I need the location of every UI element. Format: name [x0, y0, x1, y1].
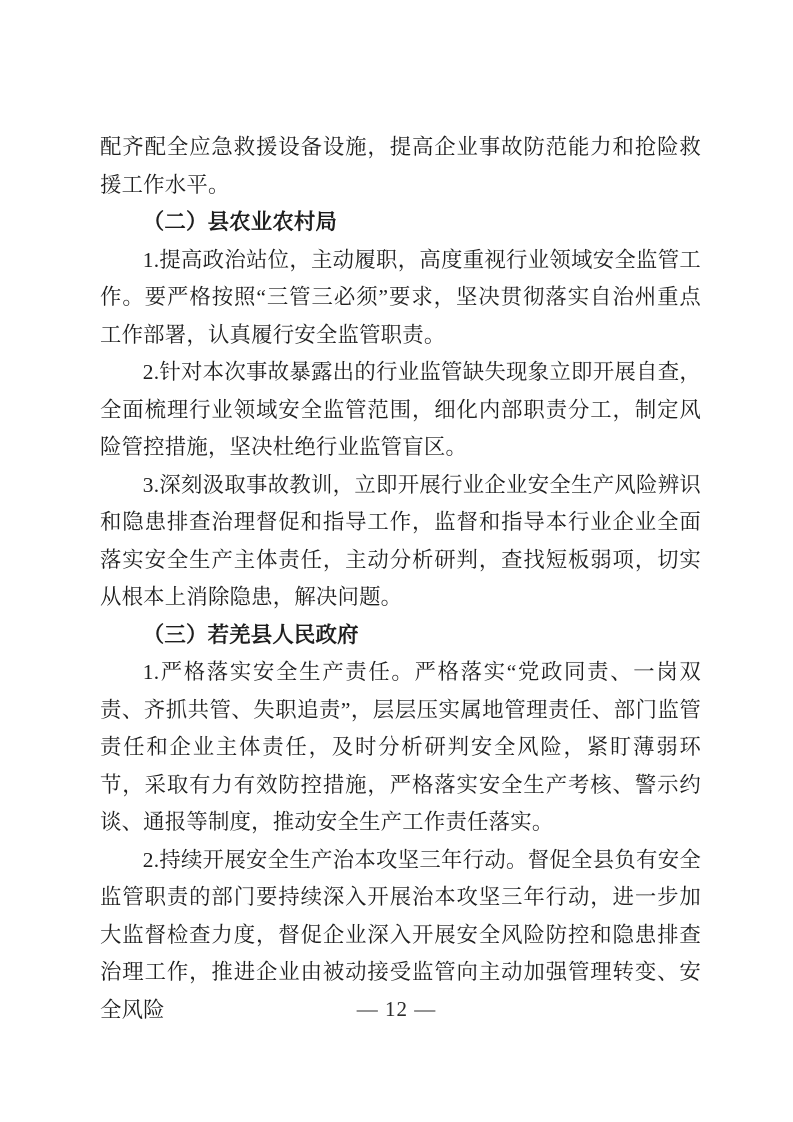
- paragraph-section2-item1: 1.提高政治站位，主动履职，高度重视行业领域安全监管工作。要严格按照“三管三必须”要求，坚决贯彻落实自治州重点工作部署，认真履行安全监管职责。: [100, 247, 701, 347]
- paragraph-continuation: 配齐配全应急救援设备设施，提高企业事故防范能力和抢险救援工作水平。: [100, 135, 701, 197]
- paragraph-section3-item1: 1.严格落实安全生产责任。严格落实“党政同责、一岗双责、齐抓共管、失职追责”，层层压实属地管理责任、部门监管责任和企业主体责任，及时分析研判安全风险，紧盯薄弱环节，采取有力有效防控措施，严格落实安全生产考核、警示约谈、通报等制度，推动安全生产工作责任落实。: [100, 660, 701, 834]
- paragraph-section2-item3: 3.深刻汲取事故教训，立即开展行业企业安全生产风险辨识和隐患排查治理督促和指导工作，监督和指导本行业企业全面落实安全生产主体责任，主动分析研判，查找短板弱项，切实从根本上消除隐患，解决问题。: [100, 472, 701, 609]
- page-number: — 12 —: [356, 997, 437, 1021]
- paragraph-section3-item2: 2.持续开展安全生产治本攻坚三年行动。督促全县负有安全监管职责的部门要持续深入开展治本攻坚三年行动，进一步加大监督检查力度，督促企业深入开展安全风险防控和隐患排查治理工作，推进企业由被动接受监管向主动加强管理转变、安全风险: [100, 847, 701, 1022]
- section-heading-2: （二）县农业农村局: [142, 210, 338, 234]
- section-heading-3: （三）若羌县人民政府: [142, 622, 359, 647]
- paragraph-section2-item2: 2.针对本次事故暴露出的行业监管缺失现象立即开展自查，全面梳理行业领域安全监管范围，细化内部职责分工，制定风险管控措施，坚决杜绝行业监管盲区。: [100, 360, 701, 459]
- document-body: [100, 129, 701, 1029]
